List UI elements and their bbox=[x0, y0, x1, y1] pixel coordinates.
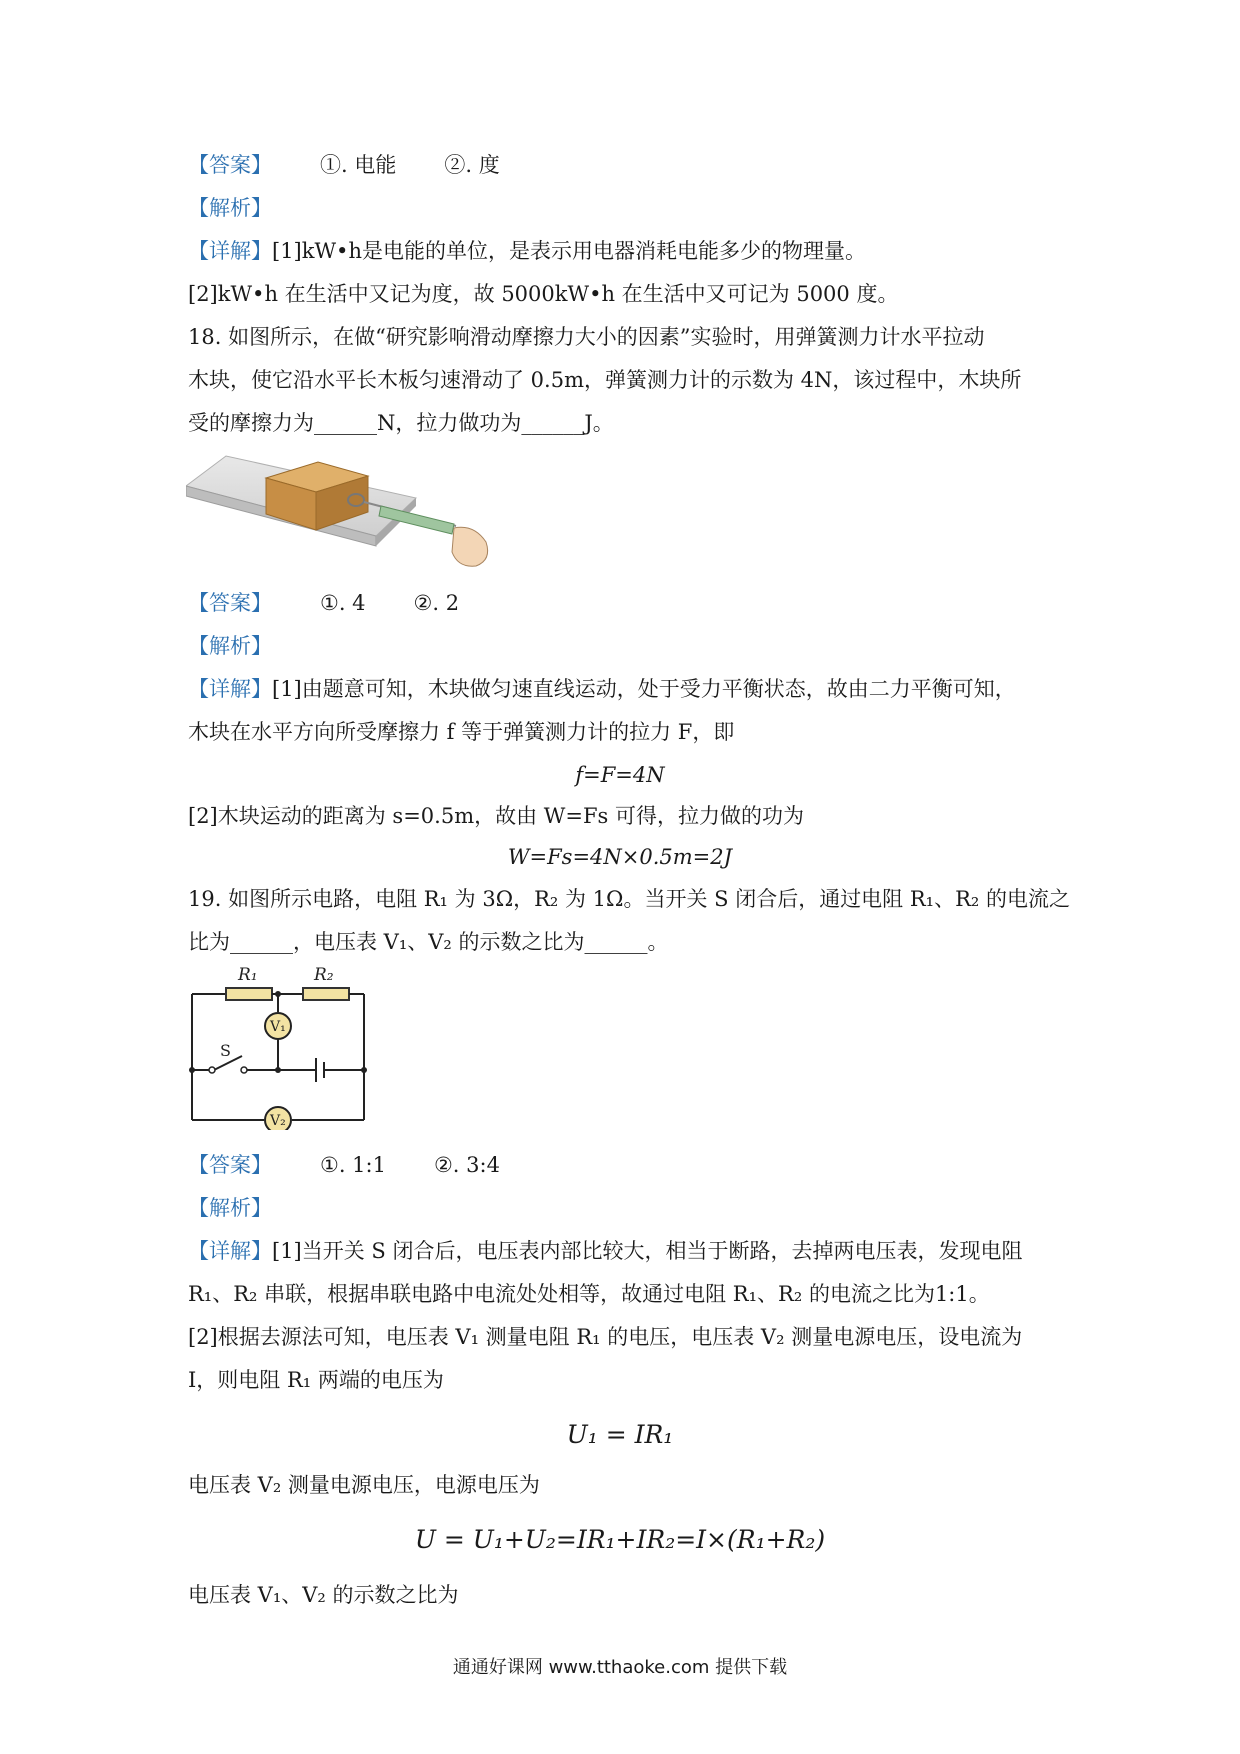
q18-detail-3: [2]木块运动的距离为 s=0.5m，故由 W=Fs 可得，拉力做的功为 bbox=[188, 804, 804, 828]
q17-detail-2: [2]kW•h 在生活中又记为度，故 5000kW•h 在生活中又可记为 5000 度。 bbox=[188, 282, 899, 306]
v1-label: V₁ bbox=[270, 1019, 286, 1035]
q19-equation-2: U = U₁+U₂=IR₁+IR₂=I×(R₁+R₂) bbox=[414, 1525, 826, 1554]
q19-detail-1: 【详解】[1]当开关 S 闭合后，电压表内部比较大，相当于断路，去掉两电压表，发现电阻 bbox=[188, 1239, 1023, 1263]
page-footer: 通通好课网 www.tthaoke.com 提供下载 bbox=[452, 1657, 788, 1678]
q18-question-1: 18. 如图所示，在做“研究影响滑动摩擦力大小的因素”实验时，用弹簧测力计水平拉动 bbox=[188, 325, 985, 349]
q19-answer-2: ②. 3:4 bbox=[433, 1153, 500, 1177]
r2-label: R₂ bbox=[314, 965, 334, 985]
r1-label: R₁ bbox=[238, 965, 258, 985]
q18-detail-1: 【详解】[1]由题意可知，木块做匀速直线运动，处于受力平衡状态，故由二力平衡可知， bbox=[188, 677, 1016, 701]
q18-answer-2: ②. 2 bbox=[413, 591, 460, 615]
q19-analysis-tag: 【解析】 bbox=[188, 1196, 272, 1220]
q19-answer-1: ①. 1:1 bbox=[320, 1153, 386, 1177]
q19-equation-1: U₁ = IR₁ bbox=[566, 1420, 674, 1449]
q19-answer-line: 【答案】 ①. 1:1 ②. 3:4 bbox=[188, 1150, 500, 1180]
q18-answer-line: 【答案】 ①. 4 ②. 2 bbox=[188, 588, 459, 618]
q17-answer-line bbox=[188, 150, 500, 180]
q19-detail-6: 电压表 V₁、V₂ 的示数之比为 bbox=[188, 1583, 459, 1607]
q18-analysis-tag: 【解析】 bbox=[188, 634, 272, 658]
q17-answer-2: ②. 度 bbox=[444, 153, 500, 177]
q18-question-3: 受的摩擦力为______N，拉力做功为______J。 bbox=[188, 411, 614, 435]
q19-question-2: 比为______，电压表 V₁、V₂ 的示数之比为______。 bbox=[188, 930, 669, 954]
switch-label: S bbox=[220, 1041, 231, 1060]
q17-analysis-tag: 【解析】 bbox=[188, 196, 272, 220]
q17-detail-1: 【详解】[1]kW•h是电能的单位，是表示用电器消耗电能多少的物理量。 bbox=[188, 239, 866, 263]
q19-detail-2: R₁、R₂ 串联，根据串联电路中电流处处相等，故通过电阻 R₁、R₂ 的电流之比为1:1。 bbox=[188, 1282, 990, 1306]
q18-question-2: 木块，使它沿水平长木板匀速滑动了 0.5m，弹簧测力计的示数为 4N，该过程中，木块所 bbox=[188, 368, 1022, 392]
q19-detail-3: [2]根据去源法可知，电压表 V₁ 测量电阻 R₁ 的电压，电压表 V₂ 测量电源电压，设电流为 bbox=[188, 1325, 1023, 1349]
v2-label: V₂ bbox=[270, 1113, 286, 1129]
friction-experiment-figure bbox=[186, 448, 506, 580]
q18-detail-2: 木块在水平方向所受摩擦力 f 等于弹簧测力计的拉力 F，即 bbox=[188, 720, 735, 744]
q19-detail-5: 电压表 V₂ 测量电源电压，电源电压为 bbox=[188, 1473, 540, 1497]
q18-equation-2: W=Fs=4N×0.5m=2J bbox=[507, 845, 733, 869]
circuit-diagram bbox=[186, 960, 376, 1130]
q17-answer-1: ①. 电能 bbox=[320, 153, 397, 177]
answer-tag: 【答案】 bbox=[188, 153, 272, 177]
q19-question-1: 19. 如图所示电路，电阻 R₁ 为 3Ω，R₂ 为 1Ω。当开关 S 闭合后，通过电阻 R₁、R₂ 的电流之 bbox=[188, 887, 1070, 911]
q18-equation-1: f=F=4N bbox=[575, 763, 665, 787]
q19-detail-4: I，则电阻 R₁ 两端的电压为 bbox=[188, 1368, 444, 1392]
q18-answer-1: ①. 4 bbox=[320, 591, 366, 615]
